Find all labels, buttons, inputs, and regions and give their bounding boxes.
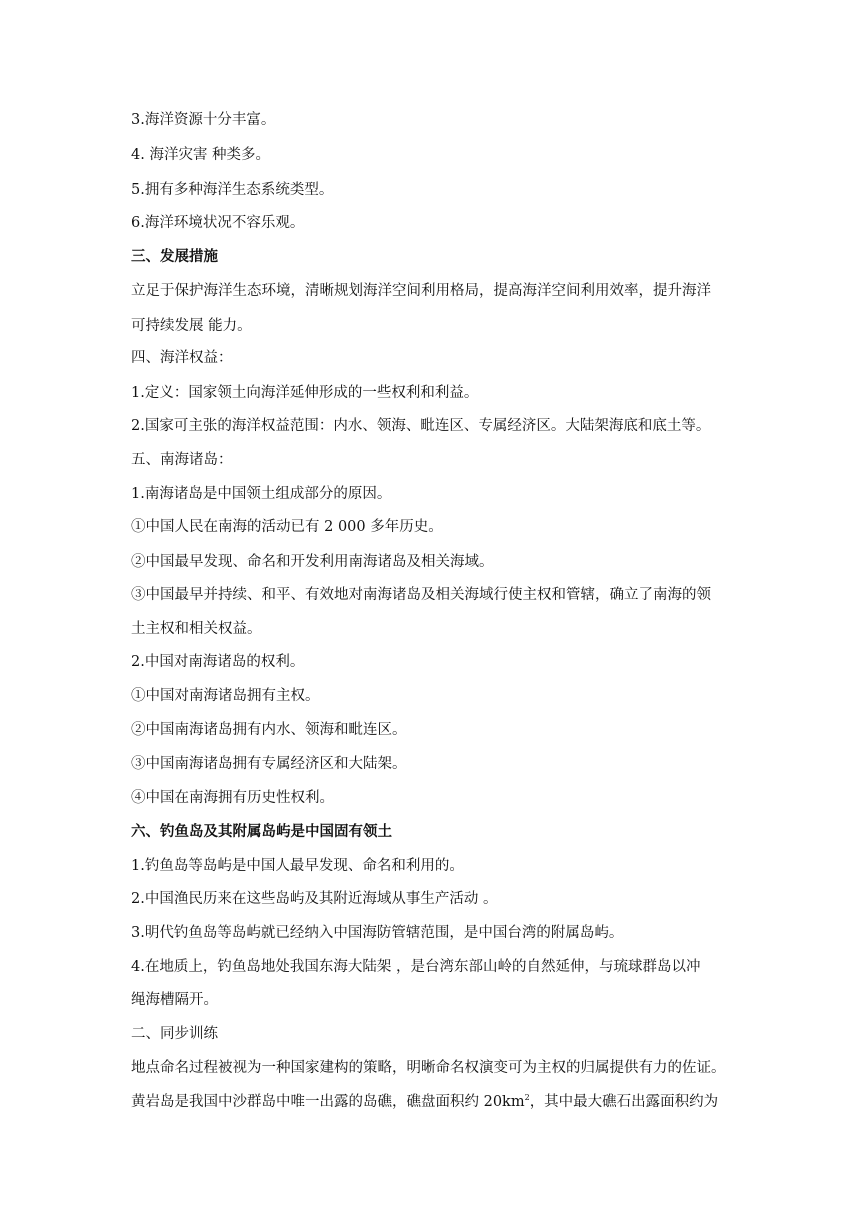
section-heading: 三、发展措施 — [131, 249, 218, 265]
text-line: 5.拥有多种海洋生态系统类型。 — [131, 182, 334, 198]
section-heading: 二、同步训练 — [131, 1026, 218, 1042]
text-line — [131, 1092, 718, 1112]
text-line: ②中国南海诸岛拥有内水、领海和毗连区。 — [131, 722, 407, 738]
text-line: 6.海洋环境状况不容乐观。 — [131, 215, 305, 231]
text-line: ④中国在南海拥有历史性权利。 — [131, 790, 334, 806]
text-line: ③中国南海诸岛拥有专属经济区和大陆架。 — [131, 756, 407, 772]
text-line: ①中国对南海诸岛拥有主权。 — [131, 688, 320, 704]
text-line: 4.在地质上，钓鱼岛地处我国东海大陆架 ，是台湾东部山岭的自然延伸，与琉球群岛以冲 — [131, 959, 701, 975]
text-span: 黄岩岛是我国中沙群岛中唯一出露的岛礁，礁盘面积约 20km — [131, 1094, 525, 1110]
text-line: 可持续发展 能力。 — [131, 318, 252, 334]
text-line: ③中国最早并持续、和平、有效地对南海诸岛及相关海域行使主权和管辖，确立了南海的领 — [131, 587, 711, 603]
text-line: 2.中国渔民历来在这些岛屿及其附近海域从事生产活动 。 — [131, 891, 498, 907]
superscript: 2 — [524, 1093, 530, 1103]
section-heading: 四、海洋权益： — [131, 350, 233, 366]
text-span: ，其中最大礁石出露面积约为 — [529, 1094, 719, 1110]
text-line: 土主权和相关权益。 — [131, 621, 262, 637]
text-line: ②中国最早发现、命名和开发利用南海诸岛及相关海域。 — [131, 554, 494, 570]
section-heading: 六、钓鱼岛及其附属岛屿是中国固有领土 — [131, 824, 392, 840]
text-line: 1.定义：国家领土向海洋延伸形成的一些权利和利益。 — [131, 385, 479, 401]
text-line: 3.海洋资源十分丰富。 — [131, 112, 276, 128]
text-line: 绳海槽隔开。 — [131, 992, 218, 1008]
text-line: 4. 海洋灾害 种类多。 — [131, 147, 271, 163]
text-line: 1.钓鱼岛等岛屿是中国人最早发现、命名和利用的。 — [131, 858, 464, 874]
text-line: 3.明代钓鱼岛等岛屿就已经纳入中国海防管辖范围，是中国台湾的附属岛屿。 — [131, 925, 624, 941]
section-heading: 五、南海诸岛： — [131, 452, 233, 468]
text-line: 2.国家可主张的海洋权益范围：内水、领海、毗连区、专属经济区。大陆架海底和底土等。 — [131, 418, 711, 434]
text-line: 1.南海诸岛是中国领土组成部分的原因。 — [131, 486, 392, 502]
text-line: ①中国人民在南海的活动已有 2 000 多年历史。 — [131, 519, 443, 535]
text-line: 2.中国对南海诸岛的权利。 — [131, 654, 305, 670]
text-line: 地点命名过程被视为一种国家建构的策略，明晰命名权演变可为主权的归属提供有力的佐证。 — [131, 1060, 726, 1076]
text-line: 立足于保护海洋生态环境，清晰规划海洋空间利用格局，提高海洋空间利用效率，提升海洋 — [131, 283, 711, 299]
